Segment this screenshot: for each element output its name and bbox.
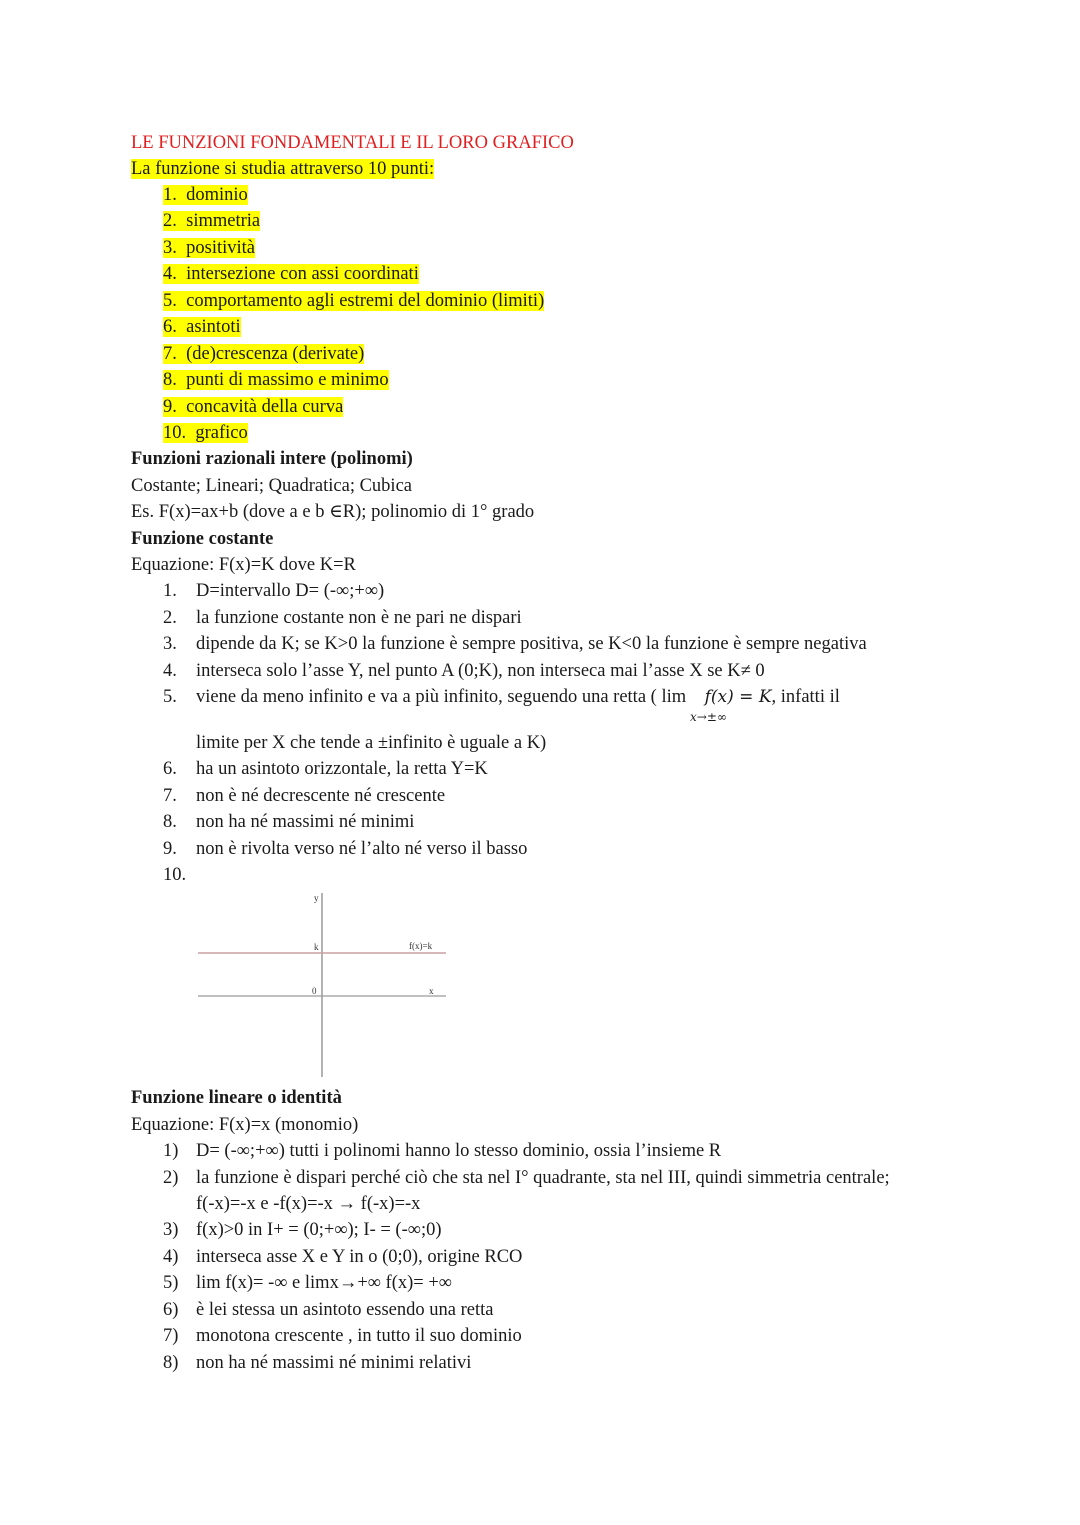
item-number: 8) <box>163 1353 179 1373</box>
item-number: 2. <box>163 608 177 628</box>
item-text: non ha né massimi né minimi relativi <box>196 1353 472 1373</box>
section-heading: Funzioni razionali intere (polinomi) <box>131 449 413 469</box>
item-number: 4. <box>163 661 177 681</box>
item-text: è lei stessa un asintoto essendo una retta <box>196 1300 494 1320</box>
y-axis-label: y <box>314 893 319 903</box>
function-types: Costante; Lineari; Quadratica; Cubica <box>131 476 412 496</box>
section-heading: Funzione lineare o identità <box>131 1088 342 1108</box>
limit-subscript: x→±∞ <box>690 710 727 724</box>
list-item: 8. punti di massimo e minimo <box>163 370 389 390</box>
item-text: viene da meno infinito e va a più infinito, seguendo una retta ( lim f(x) = K, infatti il <box>196 687 840 707</box>
item-text: f(x)>0 in I+ = (0;+∞); I- = (-∞;0) <box>196 1220 442 1240</box>
item-text: lim f(x)= -∞ e limx→+∞ f(x)= +∞ <box>196 1273 452 1293</box>
x-axis-label: x <box>429 986 434 996</box>
list-item: 10. grafico <box>163 423 248 443</box>
item-text: ha un asintoto orizzontale, la retta Y=K <box>196 759 488 779</box>
item-text: D=intervallo D= (-∞;+∞) <box>196 581 385 601</box>
item-number: 1. <box>163 581 177 601</box>
list-item: 9. concavità della curva <box>163 397 344 417</box>
item-number: 9. <box>163 839 177 859</box>
item-text: interseca asse X e Y in o (0;0), origine RCO <box>196 1247 523 1267</box>
item-number: 3. <box>163 634 177 654</box>
item-text: f(-x)=-x e -f(x)=-x → f(-x)=-x <box>196 1194 421 1214</box>
list-item: 5. comportamento agli estremi del dominio (limiti) <box>163 291 545 311</box>
intro-text: La funzione si studia attraverso 10 punti: <box>131 159 435 179</box>
item-number: 6) <box>163 1300 179 1320</box>
list-item: 3. positività <box>163 238 255 258</box>
item-number: 4) <box>163 1247 179 1267</box>
item-text: D= (-∞;+∞) tutti i polinomi hanno lo stesso dominio, ossia l’insieme R <box>196 1141 722 1161</box>
list-item: 4. intersezione con assi coordinati <box>163 264 419 284</box>
item-text: non è rivolta verso né l’alto né verso il basso <box>196 839 528 859</box>
graph-svg <box>196 885 456 1080</box>
constant-function-graph <box>196 885 456 1080</box>
origin-label: 0 <box>312 986 317 996</box>
item-text: non è né decrescente né crescente <box>196 786 446 806</box>
item-number: 1) <box>163 1141 179 1161</box>
equation-text: Equazione: F(x)=K dove K=R <box>131 555 356 575</box>
item-number: 10. <box>163 865 187 885</box>
item-text: dipende da K; se K>0 la funzione è sempre positiva, se K<0 la funzione è sempre negativa <box>196 634 867 654</box>
function-label: f(x)=k <box>409 941 433 951</box>
limit-expression: f(x) = K <box>704 687 772 707</box>
item-number: 7) <box>163 1326 179 1346</box>
list-item: 2. simmetria <box>163 211 261 231</box>
item-text: interseca solo l’asse Y, nel punto A (0;K), non interseca mai l’asse X se K≠ 0 <box>196 661 765 681</box>
item-number: 8. <box>163 812 177 832</box>
list-item: 7. (de)crescenza (derivate) <box>163 344 365 364</box>
equation-text: Equazione: F(x)=x (monomio) <box>131 1115 359 1135</box>
item-number: 6. <box>163 759 177 779</box>
list-item: 6. asintoti <box>163 317 241 337</box>
item-text: non ha né massimi né minimi <box>196 812 415 832</box>
item-number: 7. <box>163 786 177 806</box>
page-title: LE FUNZIONI FONDAMENTALI E IL LORO GRAFICO <box>131 133 574 153</box>
list-item: 1. dominio <box>163 185 248 205</box>
item-text: la funzione costante non è ne pari ne dispari <box>196 608 522 628</box>
item-number: 5) <box>163 1273 179 1293</box>
item-number: 3) <box>163 1220 179 1240</box>
item-text: monotona crescente , in tutto il suo dominio <box>196 1326 522 1346</box>
item-number: 5. <box>163 687 177 707</box>
section-heading: Funzione costante <box>131 529 274 549</box>
item-number: 2) <box>163 1168 179 1188</box>
item-text: la funzione è dispari perché ciò che sta nel I° quadrante, sta nel III, quindi simmetria centrale; <box>196 1168 890 1188</box>
item-text: limite per X che tende a ±infinito è uguale a K) <box>196 733 547 753</box>
example-text: Es. F(x)=ax+b (dove a e b ∈R); polinomio di 1° grado <box>131 502 535 522</box>
k-label: k <box>314 942 319 952</box>
